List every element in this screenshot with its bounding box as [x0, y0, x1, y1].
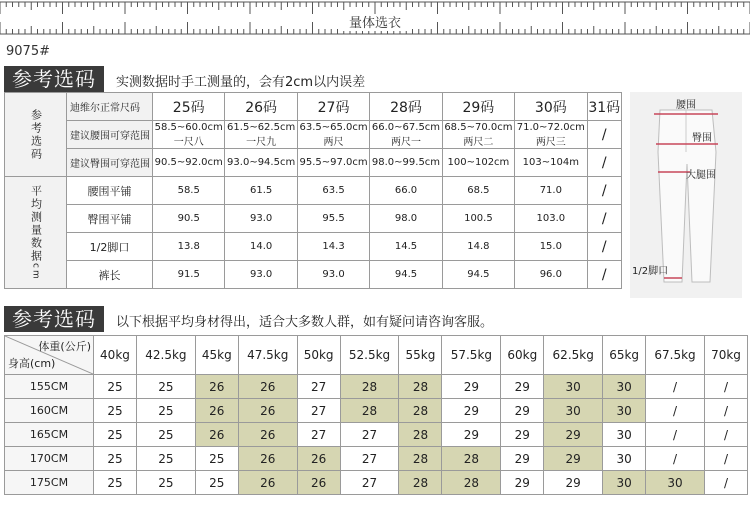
weight-col: 57.5kg: [442, 336, 501, 375]
table-cell: 28: [442, 471, 501, 495]
table-cell: /: [587, 261, 621, 289]
weight-col: 45kg: [195, 336, 238, 375]
table-cell: 14.5: [370, 233, 442, 261]
size-col: 29码: [442, 93, 514, 121]
table-cell: 30: [603, 375, 646, 399]
height-cell: 165CM: [5, 423, 94, 447]
weight-col: 47.5kg: [238, 336, 297, 375]
table-cell: 29: [501, 375, 544, 399]
table-cell: 93.0: [297, 261, 369, 289]
table-cell: 103.0: [515, 205, 587, 233]
table-cell: /: [587, 233, 621, 261]
group-a-label: 参考选码: [5, 93, 67, 177]
ruler-label: 量体选衣: [0, 12, 750, 31]
table-cell: 30: [603, 447, 646, 471]
table-cell: 103~104m: [515, 149, 587, 177]
table-cell: 15.0: [515, 233, 587, 261]
row-label: 建议腰围可穿范围: [67, 121, 153, 149]
section1-note: 实测数据时手工测量的，会有2cm以内误差: [116, 75, 366, 90]
table-cell: /: [587, 149, 621, 177]
table-cell: 29: [501, 423, 544, 447]
table-cell: 29: [501, 471, 544, 495]
size-col: 25码: [153, 93, 225, 121]
row-label: 建议臀围可穿范围: [67, 149, 153, 177]
table-cell: 29: [501, 399, 544, 423]
table-cell: 26: [297, 471, 340, 495]
table-cell: 25: [195, 447, 238, 471]
table-cell: 25: [94, 375, 137, 399]
height-cell: 160CM: [5, 399, 94, 423]
table-cell: 25: [94, 447, 137, 471]
weight-col: 65kg: [603, 336, 646, 375]
table-cell: 26: [195, 399, 238, 423]
table-cell: 26: [238, 375, 297, 399]
corner-cell: 体重(公斤) 身高(cm): [5, 336, 94, 375]
table-row: [5, 261, 622, 289]
table-cell: /: [704, 375, 747, 399]
table-header-row: [5, 336, 748, 375]
table-cell: 26: [195, 423, 238, 447]
table-cell: 71.0: [515, 177, 587, 205]
hip-label: 臀围: [692, 133, 712, 144]
table-cell: 30: [646, 471, 705, 495]
table-cell: 29: [544, 423, 603, 447]
table-cell: 25: [94, 423, 137, 447]
table-cell: 26: [238, 447, 297, 471]
table-cell: 66.0: [370, 177, 442, 205]
section2-title: 参考选码: [4, 306, 104, 332]
weight-col: 52.5kg: [340, 336, 399, 375]
section1-title: 参考选码: [4, 66, 104, 92]
table-cell: 26: [195, 375, 238, 399]
table-row: [5, 399, 748, 423]
size-col: 27码: [297, 93, 369, 121]
weight-col: 40kg: [94, 336, 137, 375]
table-cell: 29: [442, 423, 501, 447]
table-cell: 58.5: [153, 177, 225, 205]
table-cell: 93.0: [225, 261, 297, 289]
waist-label: 腰围: [676, 100, 696, 111]
table-cell: 58.5~60.0cm 一尺八: [153, 121, 225, 149]
table-cell: 95.5: [297, 205, 369, 233]
table-cell: 27: [297, 399, 340, 423]
table-cell: 27: [340, 423, 399, 447]
table-cell: 13.8: [153, 233, 225, 261]
table-cell: 27: [340, 471, 399, 495]
table-cell: /: [646, 375, 705, 399]
table-cell: 14.8: [442, 233, 514, 261]
table-cell: 25: [136, 423, 195, 447]
table-cell: 29: [501, 447, 544, 471]
table-cell: 25: [195, 471, 238, 495]
table-row: [5, 121, 622, 149]
table-cell: 30: [603, 399, 646, 423]
weight-col: 50kg: [297, 336, 340, 375]
table-cell: 98.0~99.5cm: [370, 149, 442, 177]
table-row: [5, 471, 748, 495]
row-label: 1/2脚口: [67, 233, 153, 261]
table-cell: 96.0: [515, 261, 587, 289]
table-row: [5, 149, 622, 177]
table-cell: 91.5: [153, 261, 225, 289]
table-cell: 95.5~97.0cm: [297, 149, 369, 177]
table-cell: 28: [399, 399, 442, 423]
table-cell: 25: [94, 399, 137, 423]
table-cell: 30: [603, 423, 646, 447]
table-cell: /: [704, 423, 747, 447]
table-cell: 28: [442, 447, 501, 471]
table-cell: 98.0: [370, 205, 442, 233]
table-cell: 30: [544, 399, 603, 423]
table-cell: 26: [297, 447, 340, 471]
table-cell: /: [704, 471, 747, 495]
weight-col: 67.5kg: [646, 336, 705, 375]
weight-col: 62.5kg: [544, 336, 603, 375]
table-cell: 25: [94, 471, 137, 495]
weight-col: 60kg: [501, 336, 544, 375]
height-cell: 170CM: [5, 447, 94, 471]
section2-note: 以下根据平均身材得出，适合大多数人群，如有疑问请咨询客服。: [116, 315, 494, 330]
table-row: [5, 177, 622, 205]
size-col: 31码: [587, 93, 621, 121]
table-cell: 26: [238, 423, 297, 447]
table-row: [5, 233, 622, 261]
size-table: [4, 92, 622, 289]
table-cell: 100~102cm: [442, 149, 514, 177]
table-cell: 14.3: [297, 233, 369, 261]
table-row: [5, 375, 748, 399]
table-cell: 28: [399, 447, 442, 471]
table-cell: 27: [297, 423, 340, 447]
table-cell: /: [587, 177, 621, 205]
table-cell: 93.0: [225, 205, 297, 233]
table-cell: 94.5: [442, 261, 514, 289]
weight-col: 42.5kg: [136, 336, 195, 375]
row-label: 裤长: [67, 261, 153, 289]
table-cell: 63.5~65.0cm 两尺: [297, 121, 369, 149]
size-col: 26码: [225, 93, 297, 121]
table-cell: 28: [340, 399, 399, 423]
table-cell: 30: [544, 375, 603, 399]
table-cell: 61.5: [225, 177, 297, 205]
table-cell: 100.5: [442, 205, 514, 233]
weight-col: 70kg: [704, 336, 747, 375]
row-label: 臀围平铺: [67, 205, 153, 233]
height-cell: 175CM: [5, 471, 94, 495]
height-cell: 155CM: [5, 375, 94, 399]
table-cell: /: [704, 447, 747, 471]
table-cell: 93.0~94.5cm: [225, 149, 297, 177]
size-col: 30码: [515, 93, 587, 121]
table-cell: 28: [399, 471, 442, 495]
table-cell: 26: [238, 399, 297, 423]
table-cell: /: [587, 205, 621, 233]
table-cell: 63.5: [297, 177, 369, 205]
table-cell: 25: [136, 399, 195, 423]
table-cell: 61.5~62.5cm 一尺九: [225, 121, 297, 149]
table-cell: /: [704, 399, 747, 423]
table-cell: 25: [136, 375, 195, 399]
group-b-label: 平均测量数据cm: [5, 177, 67, 289]
table-cell: 29: [442, 375, 501, 399]
weight-col: 55kg: [399, 336, 442, 375]
table-row: [5, 423, 748, 447]
table-cell: /: [646, 423, 705, 447]
table-cell: 27: [297, 375, 340, 399]
table-cell: 30: [603, 471, 646, 495]
table-cell: 27: [340, 447, 399, 471]
table-cell: /: [587, 121, 621, 149]
table-cell: 71.0~72.0cm 两尺三: [515, 121, 587, 149]
table-cell: 25: [136, 447, 195, 471]
table-cell: 25: [136, 471, 195, 495]
table-cell: 90.5~92.0cm: [153, 149, 225, 177]
pants-measurement-figure: [630, 92, 742, 298]
table-row: [5, 447, 748, 471]
table-cell: 68.5: [442, 177, 514, 205]
table-cell: 94.5: [370, 261, 442, 289]
table-cell: 29: [544, 471, 603, 495]
hem-label: 1/2脚口: [632, 266, 669, 277]
table-cell: 28: [399, 375, 442, 399]
table-cell: 28: [340, 375, 399, 399]
table-cell: /: [646, 447, 705, 471]
size-col: 28码: [370, 93, 442, 121]
product-code: 9075#: [6, 44, 50, 59]
table-cell: 28: [399, 423, 442, 447]
table-cell: /: [646, 399, 705, 423]
row-label: 腰围平铺: [67, 177, 153, 205]
table-cell: 26: [238, 471, 297, 495]
table-cell: 29: [544, 447, 603, 471]
table-cell: 68.5~70.0cm 两尺二: [442, 121, 514, 149]
table-cell: 29: [442, 399, 501, 423]
size-header-label: 迪维尔正常尺码: [67, 93, 153, 121]
table-row: [5, 205, 622, 233]
recommendation-table: [4, 335, 748, 495]
table-cell: 90.5: [153, 205, 225, 233]
table-cell: 14.0: [225, 233, 297, 261]
table-cell: 66.0~67.5cm 两尺一: [370, 121, 442, 149]
thigh-label: 大腿围: [686, 170, 716, 181]
